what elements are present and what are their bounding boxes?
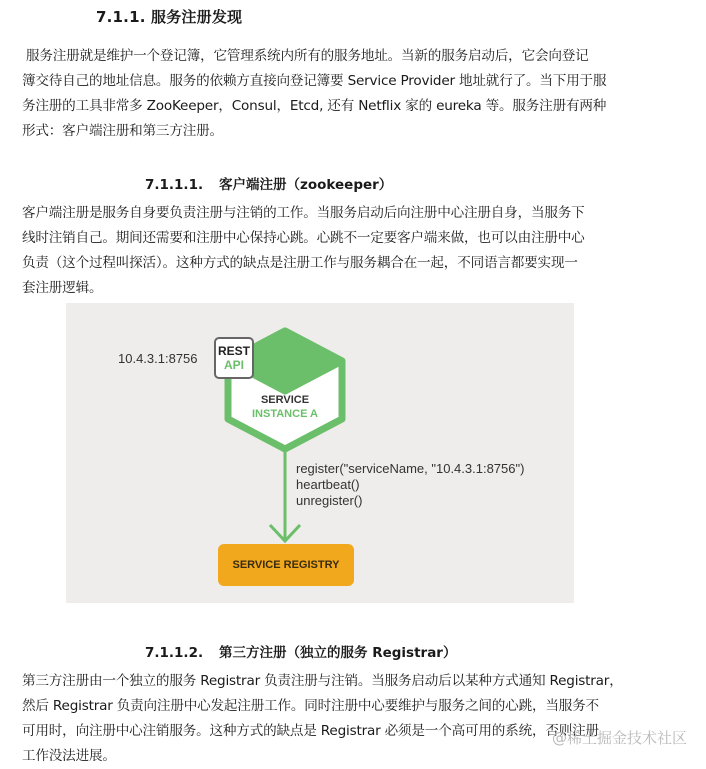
- text-line: 簿交待自己的地址信息。服务的依赖方直接向登记簿要 Service Provider 地址就行了。当下用于服: [22, 73, 607, 89]
- service-instance-label: [234, 393, 336, 421]
- text-line: 然后 Registrar 负责向注册中心发起注册工作。同时注册中心要维护与服务之间的心跳，当服务不: [22, 698, 599, 714]
- intro-paragraph: [22, 44, 642, 144]
- text-line: 第三方注册由一个独立的服务 Registrar 负责注册与注销。当服务启动后以某种方式通知 Registrar，: [22, 673, 623, 689]
- text-line: 可用时，向注册中心注销服务。这种方式的缺点是 Registrar 必须是一个高可用的系统，否则注册: [22, 723, 599, 739]
- api-label: API: [223, 358, 244, 372]
- service-registry-box: SERVICE REGISTRY: [218, 544, 354, 586]
- heading-number: 7.1.1.1.: [145, 177, 204, 193]
- text-line: 线时注销自己。期间还需要和注册中心保持心跳。心跳不一定要客户端来做，也可以由注册中心: [22, 230, 585, 246]
- heading-title: 客户端注册（zookeeper）: [219, 177, 393, 193]
- rest-label: REST: [217, 344, 250, 358]
- text-line: 服务注册就是维护一个登记簿，它管理系统内所有的服务地址。当新的服务启动后，它会向登记: [26, 48, 589, 64]
- client-registration-paragraph: [22, 201, 642, 301]
- text-line: 负责（这个过程叫探活）。这种方式的缺点是注册工作与服务耦合在一起，不同语言都要实现一: [22, 255, 578, 271]
- third-party-registration-paragraph: [22, 669, 642, 769]
- text-line: 套注册逻辑。: [22, 280, 103, 296]
- watermark: @稀土掘金技术社区: [552, 729, 688, 747]
- text-line: 工作没法进展。: [22, 748, 116, 764]
- api-calls-list: [296, 461, 524, 509]
- service-label: SERVICE: [260, 394, 310, 406]
- third-party-registration-heading: [145, 641, 456, 661]
- instance-label: INSTANCE A: [252, 408, 318, 420]
- text-line: 客户端注册是服务自身要负责注册与注销的工作。当服务启动后向注册中心注册自身，当服务下: [22, 205, 585, 221]
- client-registration-heading: [145, 173, 392, 193]
- heartbeat-call: heartbeat(): [296, 477, 360, 492]
- unregister-call: unregister(): [296, 493, 363, 508]
- ip-address-label: 10.4.3.1:8756: [118, 351, 198, 366]
- text-line: 务注册的工具非常多 ZooKeeper，Consul，Etcd, 还有 Netflix 家的 eureka 等。服务注册有两种: [22, 98, 607, 114]
- service-registry-diagram: [66, 303, 574, 603]
- rest-api-box: [214, 337, 254, 379]
- heading-number: 7.1.1.2.: [145, 645, 204, 661]
- register-call: register("serviceName, "10.4.3.1:8756"): [296, 461, 525, 476]
- section-heading: 7.1.1. 服务注册发现: [96, 8, 243, 26]
- text-line: 形式：客户端注册和第三方注册。: [22, 123, 223, 139]
- heading-title: 第三方注册（独立的服务 Registrar）: [219, 645, 457, 661]
